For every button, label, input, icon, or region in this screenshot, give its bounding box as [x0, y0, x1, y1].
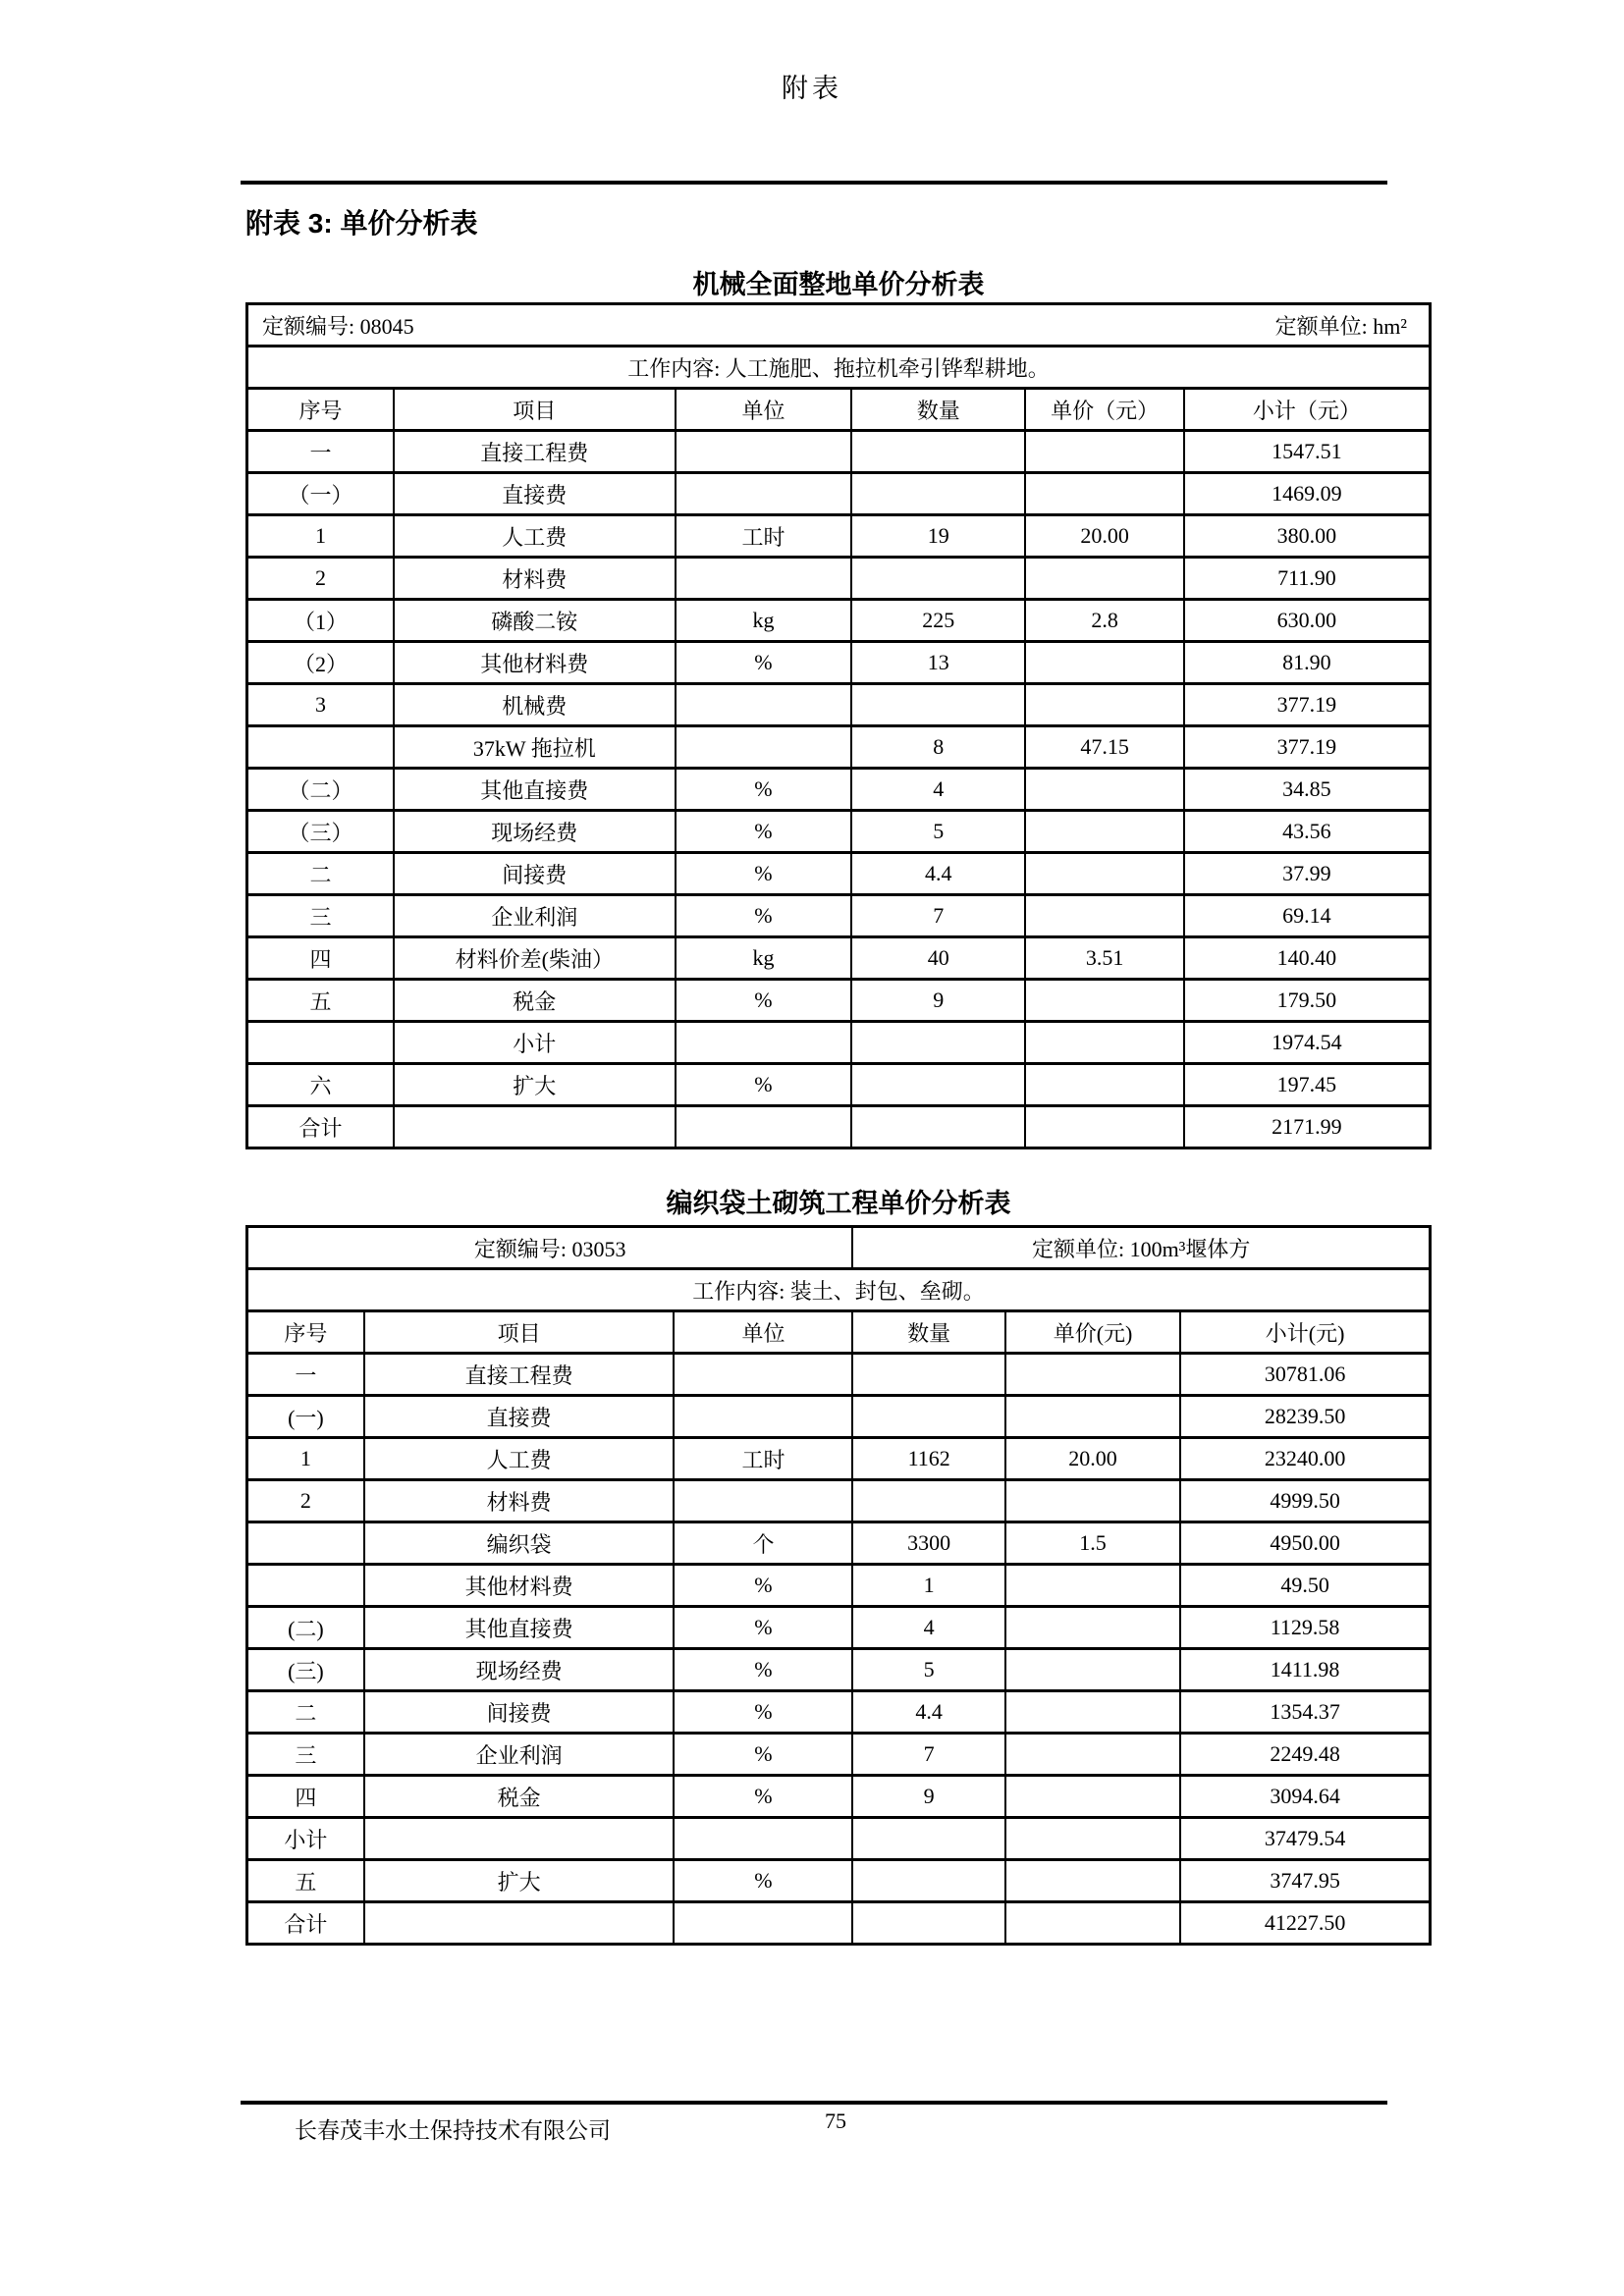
- table-cell: [1005, 1818, 1180, 1860]
- table-cell: 机械费: [394, 684, 676, 726]
- table-cell: [851, 473, 1025, 515]
- table-cell: 直接工程费: [364, 1354, 675, 1396]
- table-cell: [1005, 1902, 1180, 1945]
- table-cell: 19: [851, 515, 1025, 558]
- table-cell: [676, 1022, 852, 1064]
- table-cell: 直接工程费: [394, 431, 676, 473]
- table-cell: 其他直接费: [394, 769, 676, 811]
- table-cell: 1547.51: [1184, 431, 1431, 473]
- table-cell: [1025, 811, 1183, 853]
- table-cell: %: [676, 811, 852, 853]
- table-row: [247, 1565, 1431, 1607]
- table-cell: 二: [247, 1691, 364, 1734]
- table-cell: 20.00: [1005, 1438, 1180, 1480]
- table-cell: %: [674, 1607, 852, 1649]
- table-cell: [674, 1480, 852, 1522]
- table-cell: [674, 1354, 852, 1396]
- table-cell: [676, 726, 852, 769]
- table-cell: 小计: [247, 1818, 364, 1860]
- table-cell: %: [676, 895, 852, 937]
- table-cell: 现场经费: [394, 811, 676, 853]
- column-header: 项目: [364, 1311, 675, 1354]
- table-cell: [1025, 853, 1183, 895]
- table-cell: 377.19: [1184, 726, 1431, 769]
- table-cell: %: [676, 980, 852, 1022]
- table-cell: 43.56: [1184, 811, 1431, 853]
- table-cell: 个: [674, 1522, 852, 1565]
- table1-quota-number: 定额编号: 08045: [262, 313, 414, 339]
- table-cell: 3300: [852, 1522, 1004, 1565]
- table-cell: 4999.50: [1180, 1480, 1430, 1522]
- table-cell: 69.14: [1184, 895, 1431, 937]
- column-header: 项目: [394, 389, 676, 431]
- table-cell: 其他材料费: [394, 642, 676, 684]
- table-cell: 37479.54: [1180, 1818, 1430, 1860]
- footer-divider: [241, 2101, 1387, 2105]
- table-cell: 4.4: [851, 853, 1025, 895]
- table-cell: 47.15: [1025, 726, 1183, 769]
- table-cell: [852, 1818, 1004, 1860]
- table-cell: %: [674, 1691, 852, 1734]
- table1-meta-row: [247, 304, 1431, 347]
- table-row: [247, 1522, 1431, 1565]
- table-cell: [1025, 558, 1183, 600]
- table2-quota-unit: 定额单位: 100m³堰体方: [852, 1227, 1430, 1269]
- table-cell: 7: [852, 1734, 1004, 1776]
- table2-work-content: 工作内容: 装土、封包、垒砌。: [247, 1269, 1431, 1311]
- table-cell: 1: [247, 515, 394, 558]
- table-cell: 材料费: [364, 1480, 675, 1522]
- table-cell: 4: [851, 769, 1025, 811]
- table-cell: 3.51: [1025, 937, 1183, 980]
- table-cell: 3747.95: [1180, 1860, 1430, 1902]
- table-cell: 23240.00: [1180, 1438, 1430, 1480]
- table-cell: 人工费: [364, 1438, 675, 1480]
- table-row: [247, 684, 1431, 726]
- table2-quota-number: 定额编号: 03053: [247, 1227, 853, 1269]
- table-cell: 工时: [676, 515, 852, 558]
- table-cell: 二: [247, 853, 394, 895]
- table-cell: 4.4: [852, 1691, 1004, 1734]
- table-cell: [674, 1396, 852, 1438]
- table-cell: 1.5: [1005, 1522, 1180, 1565]
- table-cell: 1974.54: [1184, 1022, 1431, 1064]
- table-cell: 8: [851, 726, 1025, 769]
- table-cell: 34.85: [1184, 769, 1431, 811]
- table-row: [247, 1776, 1431, 1818]
- table-cell: %: [674, 1565, 852, 1607]
- table-row: [247, 1902, 1431, 1945]
- table-cell: 四: [247, 937, 394, 980]
- table1-quota-unit: 定额单位: hm²: [1274, 313, 1407, 339]
- table-row: [247, 937, 1431, 980]
- table-cell: （一）: [247, 473, 394, 515]
- table-cell: 140.40: [1184, 937, 1431, 980]
- column-header: 单价（元）: [1025, 389, 1183, 431]
- table-cell: [676, 1106, 852, 1148]
- table-cell: 其他直接费: [364, 1607, 675, 1649]
- table-cell: %: [674, 1776, 852, 1818]
- table-cell: 合计: [247, 1106, 394, 1148]
- table-row: [247, 895, 1431, 937]
- table-row: [247, 1354, 1431, 1396]
- table-cell: 49.50: [1180, 1565, 1430, 1607]
- column-header: 小计(元): [1180, 1311, 1430, 1354]
- table-cell: 40: [851, 937, 1025, 980]
- table-cell: [674, 1902, 852, 1945]
- table-cell: 3094.64: [1180, 1776, 1430, 1818]
- column-header: 单价(元): [1005, 1311, 1180, 1354]
- column-header: 序号: [247, 389, 394, 431]
- table-cell: [1025, 980, 1183, 1022]
- table-cell: [852, 1902, 1004, 1945]
- table-cell: %: [674, 1649, 852, 1691]
- table-cell: [851, 1022, 1025, 1064]
- table-cell: [1005, 1607, 1180, 1649]
- table-cell: (一): [247, 1396, 364, 1438]
- table-cell: 扩大: [364, 1860, 675, 1902]
- table-cell: 37kW 拖拉机: [394, 726, 676, 769]
- footer-company: 长春茂丰水土保持技术有限公司: [295, 2118, 611, 2143]
- header-divider: [241, 181, 1387, 185]
- table-cell: %: [676, 769, 852, 811]
- table-cell: 一: [247, 1354, 364, 1396]
- table-cell: 41227.50: [1180, 1902, 1430, 1945]
- table-row: [247, 473, 1431, 515]
- table-row: [247, 558, 1431, 600]
- table-cell: 直接费: [394, 473, 676, 515]
- table-row: [247, 1064, 1431, 1106]
- table-cell: 合计: [247, 1902, 364, 1945]
- table-cell: [676, 431, 852, 473]
- table-cell: 225: [851, 600, 1025, 642]
- table-cell: 六: [247, 1064, 394, 1106]
- table-cell: [852, 1396, 1004, 1438]
- table-cell: [394, 1106, 676, 1148]
- table-cell: （2）: [247, 642, 394, 684]
- table-cell: 5: [851, 811, 1025, 853]
- table-cell: 2249.48: [1180, 1734, 1430, 1776]
- table-cell: 380.00: [1184, 515, 1431, 558]
- table-cell: 直接费: [364, 1396, 675, 1438]
- table-cell: 磷酸二铵: [394, 600, 676, 642]
- table1-body: [247, 431, 1431, 1148]
- table-cell: 7: [851, 895, 1025, 937]
- table-cell: 13: [851, 642, 1025, 684]
- table-cell: %: [676, 642, 852, 684]
- table-cell: [1025, 684, 1183, 726]
- table-cell: 2: [247, 1480, 364, 1522]
- table-cell: [852, 1354, 1004, 1396]
- table-cell: 1162: [852, 1438, 1004, 1480]
- table-cell: 间接费: [394, 853, 676, 895]
- table-cell: [1025, 1022, 1183, 1064]
- table-cell: 企业利润: [394, 895, 676, 937]
- table-cell: 3: [247, 684, 394, 726]
- table1: [245, 302, 1432, 1149]
- table-cell: [676, 684, 852, 726]
- table-cell: 其他材料费: [364, 1565, 675, 1607]
- table1-header-row: [247, 389, 1431, 431]
- table1-meta-cell: [247, 304, 1431, 347]
- table-cell: 扩大: [394, 1064, 676, 1106]
- table-cell: 材料价差(柴油）: [394, 937, 676, 980]
- table-cell: 1: [247, 1438, 364, 1480]
- table-cell: 一: [247, 431, 394, 473]
- table-cell: 20.00: [1025, 515, 1183, 558]
- table-cell: 1: [852, 1565, 1004, 1607]
- table-cell: [247, 1565, 364, 1607]
- table-cell: 四: [247, 1776, 364, 1818]
- table-cell: 179.50: [1184, 980, 1431, 1022]
- column-header: 数量: [851, 389, 1025, 431]
- table-cell: [1025, 473, 1183, 515]
- table-cell: [851, 431, 1025, 473]
- table-cell: 9: [851, 980, 1025, 1022]
- table-cell: [1025, 1106, 1183, 1148]
- table-row: [247, 1396, 1431, 1438]
- table2-header-row: [247, 1311, 1431, 1354]
- section-heading: 附表 3: 单价分析表: [245, 208, 478, 239]
- table2: [245, 1225, 1432, 1946]
- table-cell: 税金: [364, 1776, 675, 1818]
- table-row: [247, 769, 1431, 811]
- table-cell: [247, 1522, 364, 1565]
- table1-work-row: [247, 347, 1431, 389]
- table2-body: [247, 1354, 1431, 1945]
- table2-title: 编织袋土砌筑工程单价分析表: [666, 1189, 1011, 1218]
- table-cell: 1129.58: [1180, 1607, 1430, 1649]
- table-cell: 2171.99: [1184, 1106, 1431, 1148]
- table-cell: (二): [247, 1607, 364, 1649]
- table-cell: 五: [247, 980, 394, 1022]
- table-cell: [851, 684, 1025, 726]
- table-cell: kg: [676, 600, 852, 642]
- table-cell: [247, 1022, 394, 1064]
- table-cell: 630.00: [1184, 600, 1431, 642]
- table-cell: %: [676, 853, 852, 895]
- table-cell: (三): [247, 1649, 364, 1691]
- table2-meta-row: [247, 1227, 1431, 1269]
- table-row: [247, 1022, 1431, 1064]
- table-cell: 28239.50: [1180, 1396, 1430, 1438]
- table-cell: 377.19: [1184, 684, 1431, 726]
- table-cell: [1005, 1480, 1180, 1522]
- table-row: [247, 1106, 1431, 1148]
- table-cell: [1005, 1776, 1180, 1818]
- table-cell: [851, 1106, 1025, 1148]
- table-cell: 9: [852, 1776, 1004, 1818]
- table-cell: %: [674, 1734, 852, 1776]
- footer-page-number: 75: [825, 2109, 846, 2133]
- table-cell: [676, 473, 852, 515]
- table-cell: %: [676, 1064, 852, 1106]
- table-row: [247, 1649, 1431, 1691]
- column-header: 序号: [247, 1311, 364, 1354]
- table-cell: 人工费: [394, 515, 676, 558]
- table-cell: 197.45: [1184, 1064, 1431, 1106]
- table-cell: 材料费: [394, 558, 676, 600]
- table-row: [247, 853, 1431, 895]
- table2-work-row: [247, 1269, 1431, 1311]
- table-cell: 2: [247, 558, 394, 600]
- table-cell: 1411.98: [1180, 1649, 1430, 1691]
- table-row: [247, 1607, 1431, 1649]
- table-cell: 企业利润: [364, 1734, 675, 1776]
- table-cell: [676, 558, 852, 600]
- table-row: [247, 642, 1431, 684]
- column-header: 小计（元）: [1184, 389, 1431, 431]
- table-row: [247, 600, 1431, 642]
- table-cell: kg: [676, 937, 852, 980]
- table-cell: [247, 726, 394, 769]
- table-cell: 4: [852, 1607, 1004, 1649]
- table-cell: [851, 1064, 1025, 1106]
- table-cell: 税金: [394, 980, 676, 1022]
- table-row: [247, 1691, 1431, 1734]
- table-row: [247, 1734, 1431, 1776]
- table-cell: [1005, 1354, 1180, 1396]
- table-row: [247, 1860, 1431, 1902]
- table-row: [247, 1818, 1431, 1860]
- table-cell: [1005, 1565, 1180, 1607]
- page-header-title: 附表: [782, 74, 842, 103]
- table-cell: [1025, 895, 1183, 937]
- table-cell: （三）: [247, 811, 394, 853]
- table-cell: （二）: [247, 769, 394, 811]
- column-header: 数量: [852, 1311, 1004, 1354]
- table-cell: [852, 1480, 1004, 1522]
- table-cell: 三: [247, 1734, 364, 1776]
- table-cell: [1025, 1064, 1183, 1106]
- table-cell: 三: [247, 895, 394, 937]
- table-cell: [852, 1860, 1004, 1902]
- table-cell: 81.90: [1184, 642, 1431, 684]
- table-cell: [1025, 431, 1183, 473]
- table-row: [247, 431, 1431, 473]
- table-cell: [1005, 1691, 1180, 1734]
- table-cell: [364, 1902, 675, 1945]
- table-cell: [674, 1818, 852, 1860]
- table-cell: [1025, 642, 1183, 684]
- table-cell: 1354.37: [1180, 1691, 1430, 1734]
- table-cell: 5: [852, 1649, 1004, 1691]
- table-cell: 4950.00: [1180, 1522, 1430, 1565]
- column-header: 单位: [676, 389, 852, 431]
- table-cell: [1005, 1649, 1180, 1691]
- table-cell: [1005, 1860, 1180, 1902]
- table-cell: [1005, 1396, 1180, 1438]
- table-row: [247, 1438, 1431, 1480]
- table-cell: 37.99: [1184, 853, 1431, 895]
- table-row: [247, 726, 1431, 769]
- table-row: [247, 515, 1431, 558]
- table-cell: （1）: [247, 600, 394, 642]
- table-cell: 30781.06: [1180, 1354, 1430, 1396]
- table-cell: 间接费: [364, 1691, 675, 1734]
- table-cell: 小计: [394, 1022, 676, 1064]
- table-cell: 2.8: [1025, 600, 1183, 642]
- table-cell: [851, 558, 1025, 600]
- table1-work-content: 工作内容: 人工施肥、拖拉机牵引铧犁耕地。: [247, 347, 1431, 389]
- table-cell: 工时: [674, 1438, 852, 1480]
- table-cell: [1005, 1734, 1180, 1776]
- table-row: [247, 980, 1431, 1022]
- table-cell: 五: [247, 1860, 364, 1902]
- table-row: [247, 811, 1431, 853]
- table-cell: [1025, 769, 1183, 811]
- table-cell: 现场经费: [364, 1649, 675, 1691]
- table-cell: 711.90: [1184, 558, 1431, 600]
- table-cell: 1469.09: [1184, 473, 1431, 515]
- table-cell: 编织袋: [364, 1522, 675, 1565]
- table1-title: 机械全面整地单价分析表: [692, 270, 985, 299]
- table-cell: [364, 1818, 675, 1860]
- table-row: [247, 1480, 1431, 1522]
- table-cell: %: [674, 1860, 852, 1902]
- column-header: 单位: [674, 1311, 852, 1354]
